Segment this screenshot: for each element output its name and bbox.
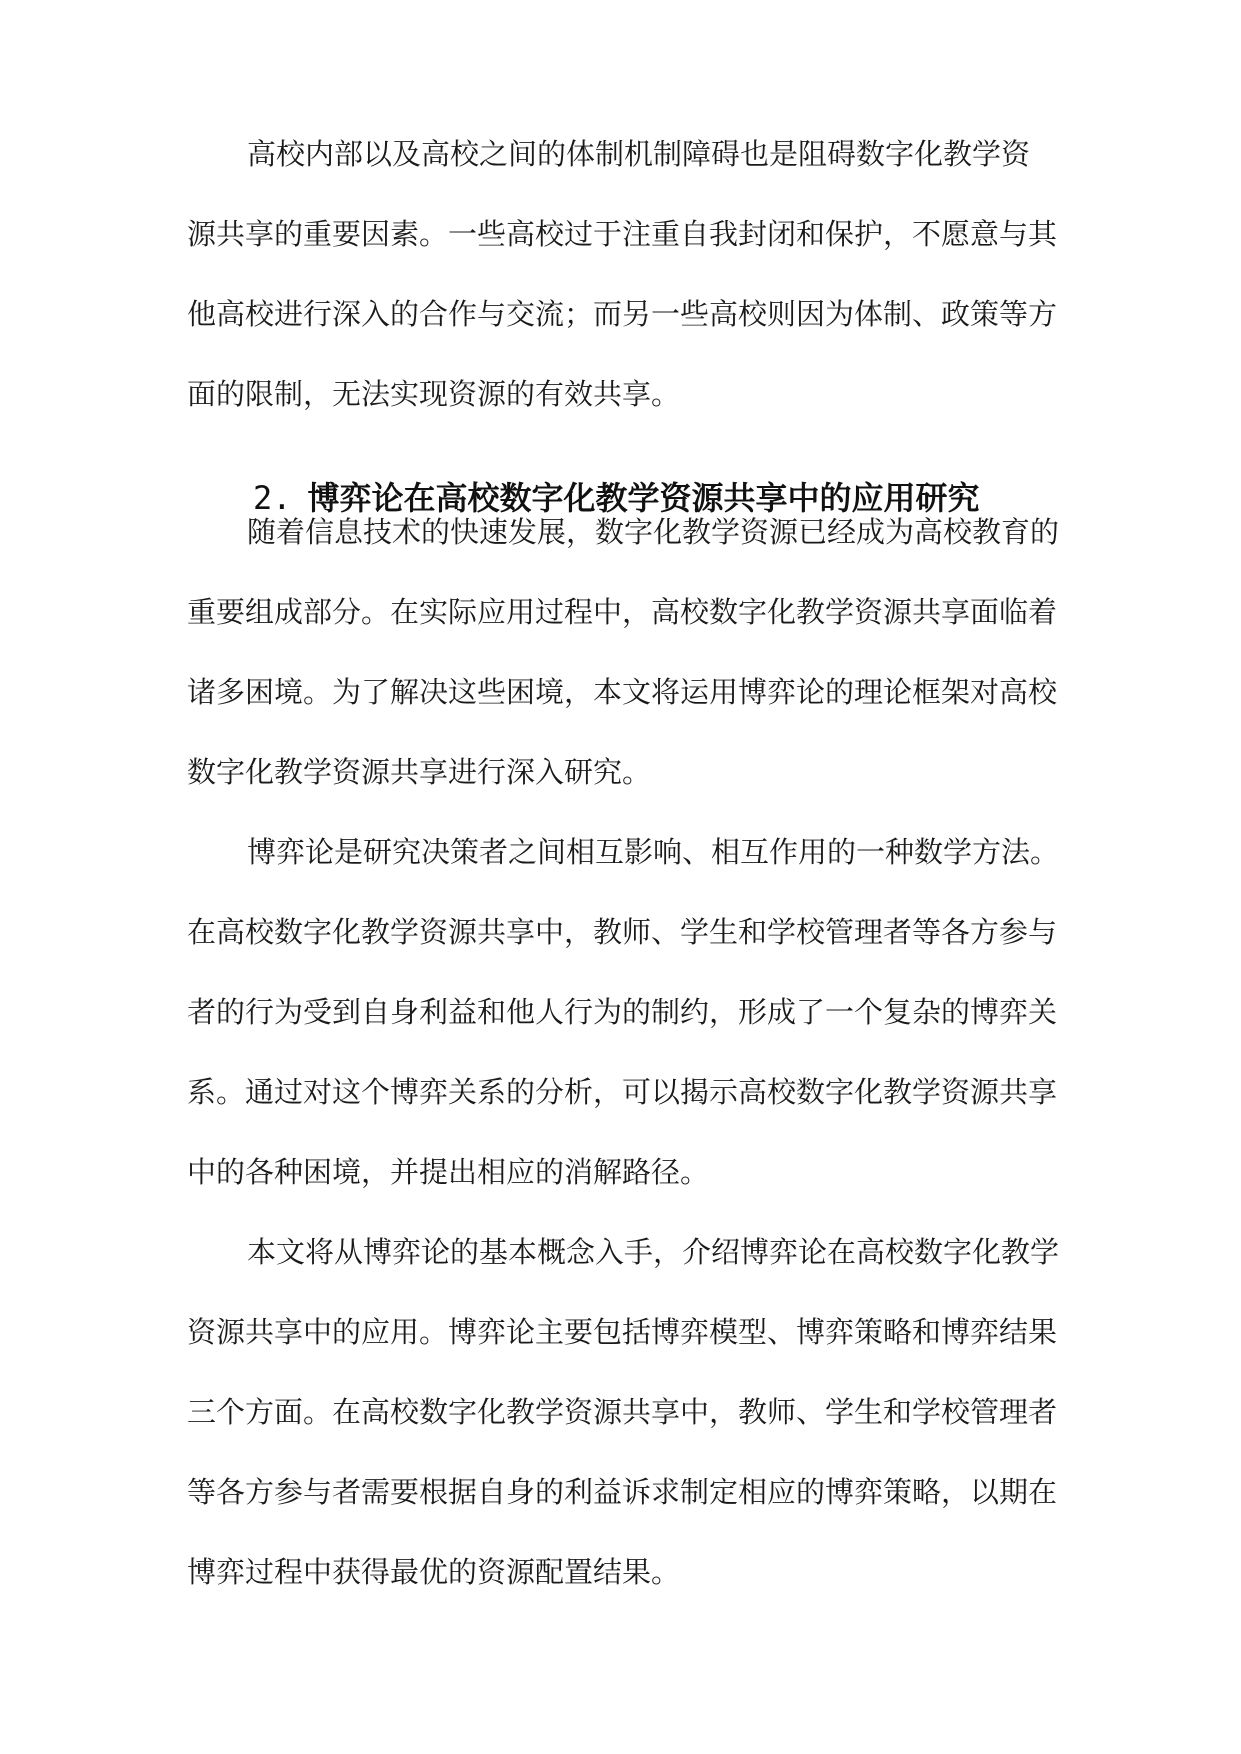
- paragraph-4: [187, 1212, 1060, 1612]
- paragraph-4-line-1: 本文将从博弈论的基本概念入手，介绍博弈论在高校数字化教学: [247, 1235, 1060, 1269]
- paragraph-2-line-4: 数字化教学资源共享进行深入研究。: [187, 755, 652, 789]
- section-number: 2.: [253, 479, 292, 517]
- section-title: 博弈论在高校数字化教学资源共享中的应用研究: [307, 479, 980, 517]
- paragraph-1-line-3: 他高校进行深入的合作与交流；而另一些高校则因为体制、政策等方: [187, 297, 1058, 331]
- paragraph-2-line-2: 重要组成部分。在实际应用过程中，高校数字化教学资源共享面临着: [187, 595, 1058, 629]
- paragraph-3: [187, 812, 1060, 1212]
- paragraph-3-line-5: 中的各种困境，并提出相应的消解路径。: [187, 1155, 710, 1189]
- paragraph-1: [187, 114, 1057, 434]
- paragraph-2-line-3: 诸多困境。为了解决这些困境，本文将运用博弈论的理论框架对高校: [187, 675, 1058, 709]
- paragraph-3-line-1: 博弈论是研究决策者之间相互影响、相互作用的一种数学方法。: [247, 835, 1060, 869]
- paragraph-3-line-4: 系。通过对这个博弈关系的分析，可以揭示高校数字化教学资源共享: [187, 1075, 1058, 1109]
- paragraph-1-line-1: 高校内部以及高校之间的体制机制障碍也是阻碍数字化教学资: [247, 137, 1031, 171]
- paragraph-3-line-3: 者的行为受到自身利益和他人行为的制约，形成了一个复杂的博弈关: [187, 995, 1058, 1029]
- paragraph-4-line-5: 博弈过程中获得最优的资源配置结果。: [187, 1555, 681, 1589]
- paragraph-3-line-2: 在高校数字化教学资源共享中，教师、学生和学校管理者等各方参与: [187, 915, 1058, 949]
- paragraph-1-line-4: 面的限制，无法实现资源的有效共享。: [187, 377, 681, 411]
- paragraph-4-line-3: 三个方面。在高校数字化教学资源共享中，教师、学生和学校管理者: [187, 1395, 1058, 1429]
- paragraph-2: [187, 492, 1060, 812]
- paragraph-4-line-4: 等各方参与者需要根据自身的利益诉求制定相应的博弈策略，以期在: [187, 1475, 1058, 1509]
- paragraph-1-line-2: 源共享的重要因素。一些高校过于注重自我封闭和保护，不愿意与其: [187, 217, 1058, 251]
- paragraph-4-line-2: 资源共享中的应用。博弈论主要包括博弈模型、博弈策略和博弈结果: [187, 1315, 1058, 1349]
- paragraph-2-line-1: 随着信息技术的快速发展，数字化教学资源已经成为高校教育的: [247, 515, 1060, 549]
